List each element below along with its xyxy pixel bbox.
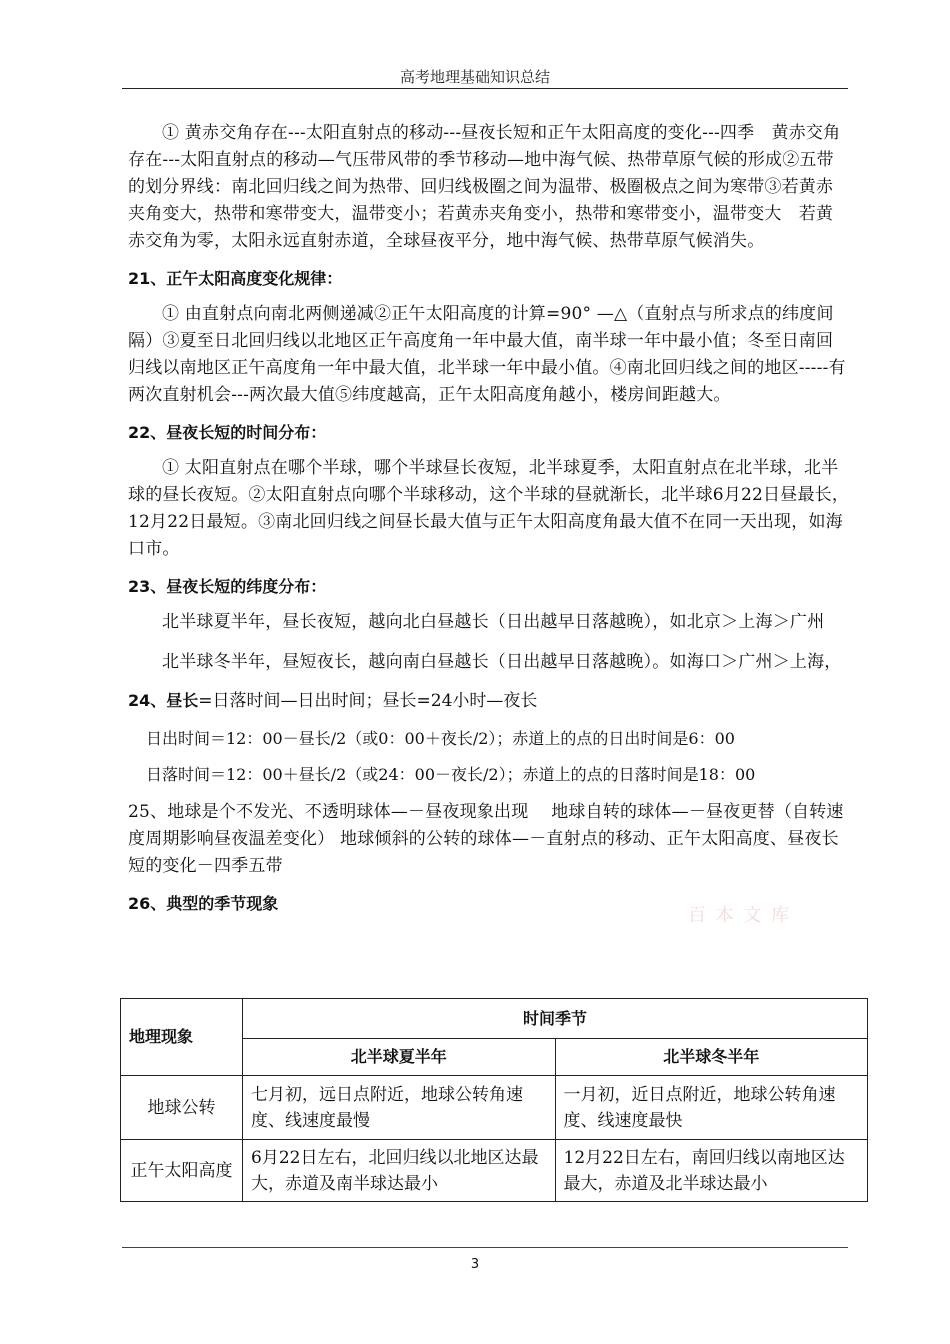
section-26-heading: 26、典型的季节现象	[128, 894, 279, 913]
watermark-text: 百 本 文 库	[688, 905, 792, 926]
header-divider	[122, 88, 848, 89]
section-23-winter: 北半球冬半年，昼短夜长，越向南白昼越长（日出越早日落越晚）。如海口＞广州＞上海，	[162, 652, 842, 672]
page-number: 3	[470, 1257, 480, 1272]
cell-summer: 6月22日左右，北回归线以北地区达最大，赤道及南半球达最小	[243, 1140, 556, 1202]
section-21-heading: 21、正午太阳高度变化规律：	[128, 269, 343, 288]
section-25-body: 25、地球是个不发光、不透明球体—－昼夜现象出现 地球自转的球体—－昼夜更替（自转速度周期影响昼夜温差变化） 地球倾斜的公转的球体—－直射点的移动、正午太阳高度、昼夜长短的变化－四季五带	[128, 802, 844, 876]
section-21-body: ① 由直射点向南北两侧递减②正午太阳高度的计算=90° —△（直射点与所求点的纬度间隔）③夏至日北回归线以北地区正午高度角一年中最大值，南半球一年中最小值；冬至日南回归线以南地区正午高度角一年中最大值，北半球一年中最小值。④南北回归线之间的地区-----有两次直射机会---两次最大值⑤纬度越高，正午太阳高度角越小，楼房间距越大。	[128, 304, 846, 405]
section-24-label: 24、昼长	[128, 691, 199, 710]
section-22-body: ① 太阳直射点在哪个半球，哪个半球昼长夜短，北半球夏季，太阳直射点在北半球，北半球的昼长夜短。②太阳直射点向哪个半球移动，这个半球的昼就渐长，北半球6月22日昼最长，12月22日最短。③南北回归线之间昼长最大值与正午太阳高度角最大值不在同一天出现，如海口市。	[128, 458, 850, 559]
seasonal-phenomena-table	[120, 998, 868, 1202]
row-phenomenon: 正午太阳高度	[121, 1140, 243, 1202]
page-header-title: 高考地理基础知识总结	[399, 68, 550, 86]
sunrise-formula: 日出时间＝12：00－昼长/2（或0：00＋夜长/2）；赤道上的点的日出时间是6：00	[146, 729, 735, 748]
section-24-formula-text: =日落时间—日出时间；昼长=24小时—夜长	[198, 691, 538, 711]
table-row	[121, 1076, 868, 1140]
table-row	[121, 1140, 868, 1202]
cell-winter: 12月22日左右，南回归线以南地区达最大，赤道及北半球达最小	[555, 1140, 868, 1202]
subheader-summer: 北半球夏半年	[243, 1039, 556, 1076]
section-24-formula	[128, 689, 850, 713]
column-group-header: 时间季节	[243, 999, 868, 1039]
document-body	[128, 120, 850, 926]
sunset-formula: 日落时间＝12：00＋昼长/2（或24：00－夜长/2）；赤道上的点的日落时间是18：00	[146, 765, 756, 784]
column-header-phenomenon: 地理现象	[121, 999, 243, 1076]
section-23-summer: 北半球夏半年，昼长夜短，越向北白昼越长（日出越早日落越晚），如北京＞上海＞广州	[162, 612, 825, 632]
section-22-heading: 22、昼夜长短的时间分布：	[128, 423, 327, 442]
section-23-heading: 23、昼夜长短的纬度分布：	[128, 577, 327, 596]
cell-summer: 七月初，远日点附近，地球公转角速度、线速度最慢	[243, 1076, 556, 1140]
subheader-winter: 北半球冬半年	[555, 1039, 868, 1076]
intro-paragraph: ① 黄赤交角存在---太阳直射点的移动---昼夜长短和正午太阳高度的变化---四季 黄赤交角存在---太阳直射点的移动—气压带风带的季节移动—地中海气候、热带草原气候的形成②五带的划分界线：南北回归线之间为热带、回归线极圈之间为温带、极圈极点之间为寒带③若黄赤夹角变大，热带和寒带变大，温带变小；若黄赤夹角变小，热带和寒带变小，温带变大 若黄赤交角为零，太阳永远直射赤道，全球昼夜平分，地中海气候、热带草原气候消失。	[128, 123, 841, 251]
table-header-row	[121, 999, 868, 1039]
row-phenomenon: 地球公转	[121, 1076, 243, 1140]
footer-divider	[122, 1247, 848, 1248]
cell-winter: 一月初，近日点附近，地球公转角速度、线速度最快	[555, 1076, 868, 1140]
